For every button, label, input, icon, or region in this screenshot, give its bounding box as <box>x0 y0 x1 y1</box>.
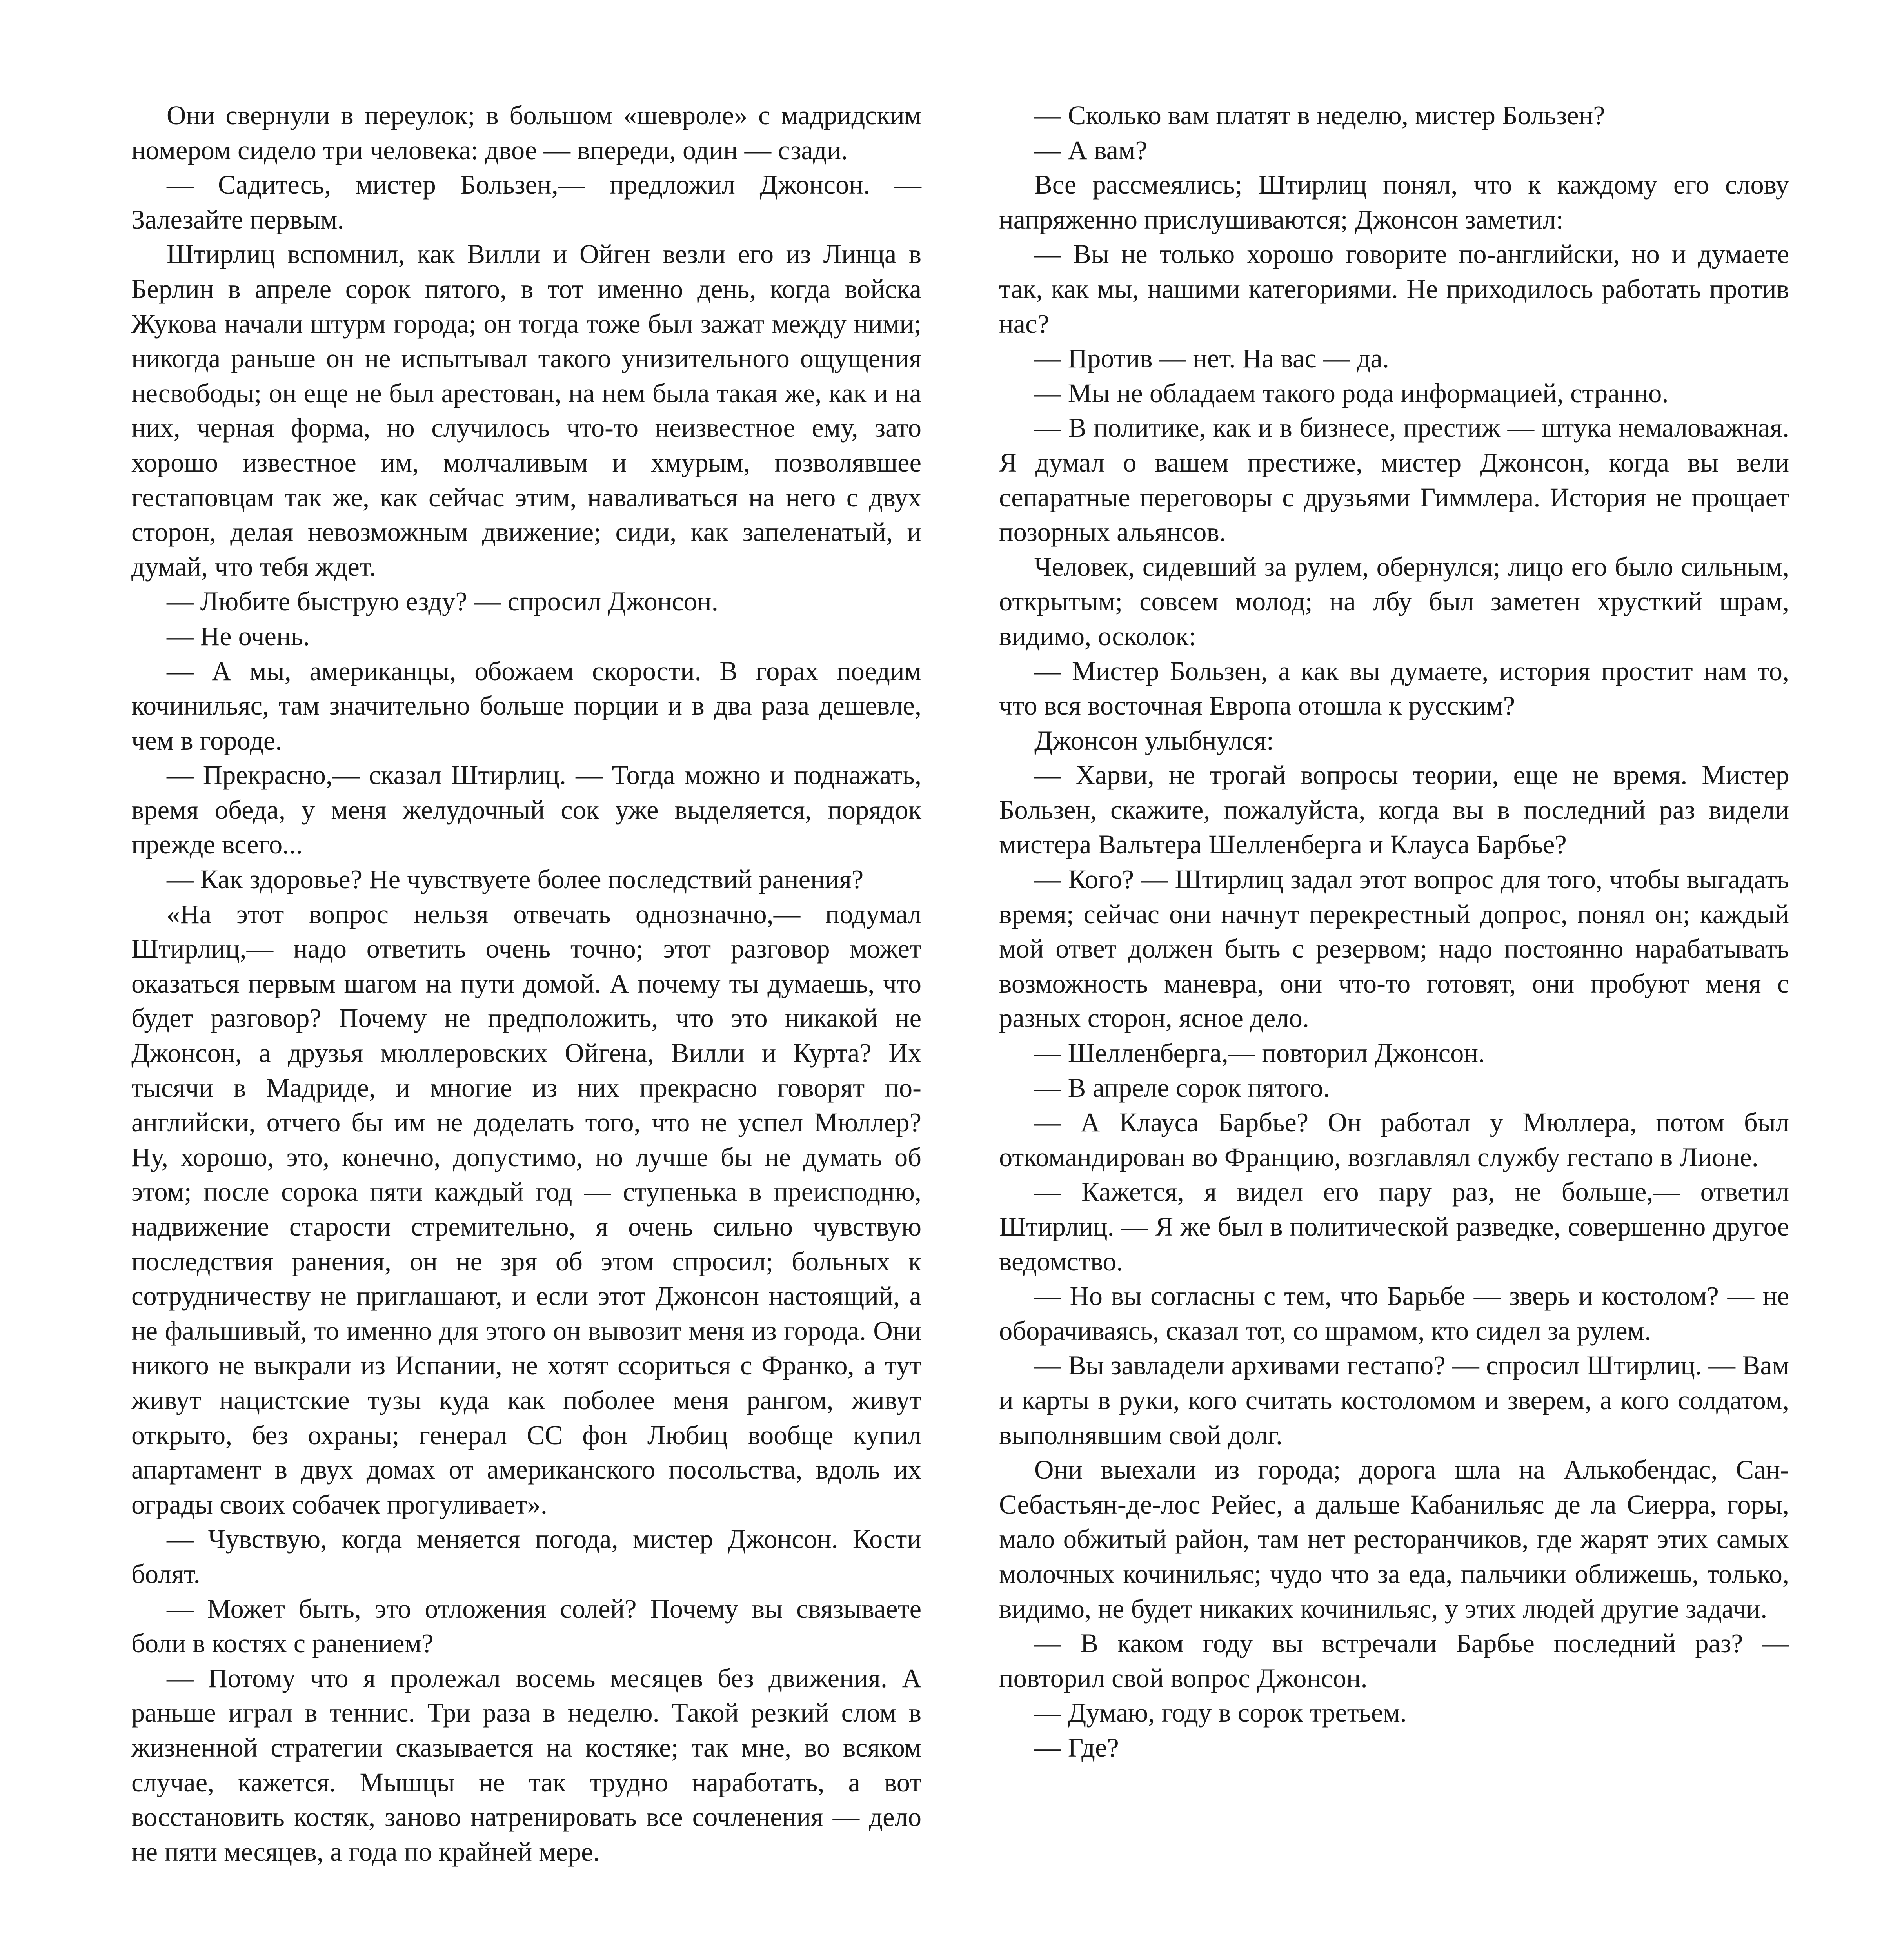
paragraph: — Сколько вам платят в неделю, мистер Бользен? <box>1034 100 1605 130</box>
paragraph: Человек, сидевший за рулем, обернулся; лицо его было сильным, открытым; совсем молод; на лбу был заметен хрусткий шрам, видимо, осколок: <box>999 552 1789 651</box>
paragraph: — Не очень. <box>167 621 310 651</box>
right-text-column <box>999 98 1789 1960</box>
paragraph: — В политике, как и в бизнесе, престиж — штука немаловажная. Я думал о вашем престиже, мистер Джонсон, когда вы вели сепаратные переговоры с друзьями Гиммлера. История не прощает позорных альянсов. <box>999 413 1789 547</box>
paragraph: Джонсон улыбнулся: <box>1034 725 1274 755</box>
paragraph: — Мы не обладаем такого рода информацией, странно. <box>1034 378 1669 408</box>
paragraph: — В каком году вы встречали Барбье последний раз? — повторил свой вопрос Джонсон. <box>999 1628 1789 1693</box>
paragraph: — Кого? — Штирлиц задал этот вопрос для того, чтобы выгадать время; сейчас они начнут перекрестный допрос, понял он; каждый мой ответ должен быть с резервом; надо постоянно нарабатывать возможность маневра, они что-то готовят, они пробуют меня с разных сторон, ясное дело. <box>999 864 1789 1033</box>
paragraph: Все рассмеялись; Штирлиц понял, что к каждому его слову напряженно прислушиваются; Джонсон заметил: <box>999 170 1789 234</box>
paragraph: Они свернули в переулок; в большом «шевроле» с мадридским номером сидело три человека: двое — впереди, один — сзади. <box>131 100 921 165</box>
paragraph: — Потому что я пролежал восемь месяцев без движения. А раньше играл в теннис. Три раза в неделю. Такой резкий слом в жизненной стратегии сказывается на костяке; так мне, во всяком случае, кажется. Мышцы не так трудно наработать, а вот восстановить костяк, заново натренировать все сочленения — дело не пяти месяцев, а года по крайней мере. <box>131 1663 921 1867</box>
paragraph: — Думаю, году в сорок третьем. <box>1034 1698 1407 1728</box>
paragraph: «На этот вопрос нельзя отвечать однозначно,— подумал Штирлиц,— надо ответить очень точно; этот разговор может оказаться первым шагом на пути домой. А почему ты думаешь, что будет разговор? Почему не предположить, что это никакой не Джонсон, а друзья мюллеровских Ойгена, Вилли и Курта? Их тысячи в Мадриде, и многие из них прекрасно говорят по-английски, отчего бы им не доделать того, что не успел Мюллер? Ну, хорошо, это, конечно, допустимо, но лучше бы не думать об этом; после сорока пяти каждый год — ступенька в преисподню, надвижение старости стремительно, я очень сильно чувствую последствия ранения, он не зря об этом спросил; больных к сотрудничеству не приглашают, и если этот Джонсон настоящий, а не фальшивый, то именно для этого он вывозит меня из города. Они никого не выкрали из Испании, не хотят ссориться с Франко, а тут живут нацистские тузы куда как поболее меня рангом, живут открыто, без охраны; генерал СС фон Любиц вообще купил апартамент в двух домах от американского посольства, вдоль их ограды своих собачек прогуливает». <box>131 899 921 1519</box>
paragraph: — Любите быструю езду? — спросил Джонсон. <box>167 586 718 617</box>
paragraph: — Против — нет. На вас — да. <box>1034 343 1389 374</box>
paragraph: — В апреле сорок пятого. <box>1034 1073 1330 1103</box>
paragraph: — Вы завладели архивами гестапо? — спросил Штирлиц. — Вам и карты в руки, кого считать костоломом и зверем, а кого солдатом, выполнявшим свой долг. <box>999 1350 1789 1450</box>
paragraph: — Харви, не трогай вопросы теории, еще не время. Мистер Бользен, скажите, пожалуйста, когда вы в последний раз видели мистера Вальтера Шелленберга и Клауса Барбье? <box>999 760 1789 860</box>
paragraph: — Прекрасно,— сказал Штирлиц. — Тогда можно и поднажать, время обеда, у меня желудочный сок уже выделяется, порядок прежде всего... <box>131 760 921 860</box>
paragraph: — Вы не только хорошо говорите по-английски, но и думаете так, как мы, нашими категориями. Не приходилось работать против нас? <box>999 239 1789 339</box>
paragraph: — Чувствую, когда меняется погода, мистер Джонсон. Кости болят. <box>131 1524 921 1589</box>
paragraph: — Как здоровье? Не чувствуете более последствий ранения? <box>167 864 864 895</box>
paragraph: — Кажется, я видел его пару раз, не больше,— ответил Штирлиц. — Я же был в политической разведке, совершенно другое ведомство. <box>999 1177 1789 1276</box>
paragraph: — А вам? <box>1034 135 1147 165</box>
paragraph: Они выехали из города; дорога шла на Алькобендас, Сан-Себастьян-де-лос Рейес, а дальше Кабанильяс де ла Сиерра, горы, мало обжитый район, там нет ресторанчиков, где жарят этих самых молочных кочинильяс; чудо что за еда, пальчики оближешь, только, видимо, не будет никаких кочинильяс, у этих людей другие задачи. <box>999 1455 1789 1624</box>
paragraph: — Мистер Бользен, а как вы думаете, история простит нам то, что вся восточная Европа отошла к русским? <box>999 656 1789 721</box>
paragraph: — Садитесь, мистер Бользен,— предложил Джонсон. — Залезайте первым. <box>131 170 921 234</box>
paragraph: — А Клауса Барбье? Он работал у Мюллера, потом был откомандирован во Францию, возглавлял службу гестапо в Лионе. <box>999 1107 1789 1172</box>
paragraph: — Шелленберга,— повторил Джонсон. <box>1034 1038 1485 1068</box>
left-text-column <box>131 98 921 1960</box>
paragraph: — Где? <box>1034 1732 1119 1762</box>
paragraph: — А мы, американцы, обожаем скорости. В горах поедим кочинильяс, там значительно больше порции и в два раза дешевле, чем в городе. <box>131 656 921 755</box>
paragraph: — Может быть, это отложения солей? Почему вы связываете боли в костях с ранением? <box>131 1593 921 1659</box>
paragraph: — Но вы согласны с тем, что Барьбе — зверь и костолом? — не оборачиваясь, сказал тот, со шрамом, кто сидел за рулем. <box>999 1281 1789 1346</box>
paragraph: Штирлиц вспомнил, как Вилли и Ойген везли его из Линца в Берлин в апреле сорок пятого, в тот именно день, когда войска Жукова начали штурм города; он тогда тоже был зажат между ними; никогда раньше он не испытывал такого унизительного ощущения несвободы; он еще не был арестован, на нем была такая же, как и на них, черная форма, но случилось что-то неизвестное ему, зато хорошо известное им, молчаливым и хмурым, позволявшее гестаповцам так же, как сейчас этим, наваливаться на него с двух сторон, делая невозможным движение; сиди, как запеленатый, и думай, что тебя ждет. <box>131 239 921 582</box>
